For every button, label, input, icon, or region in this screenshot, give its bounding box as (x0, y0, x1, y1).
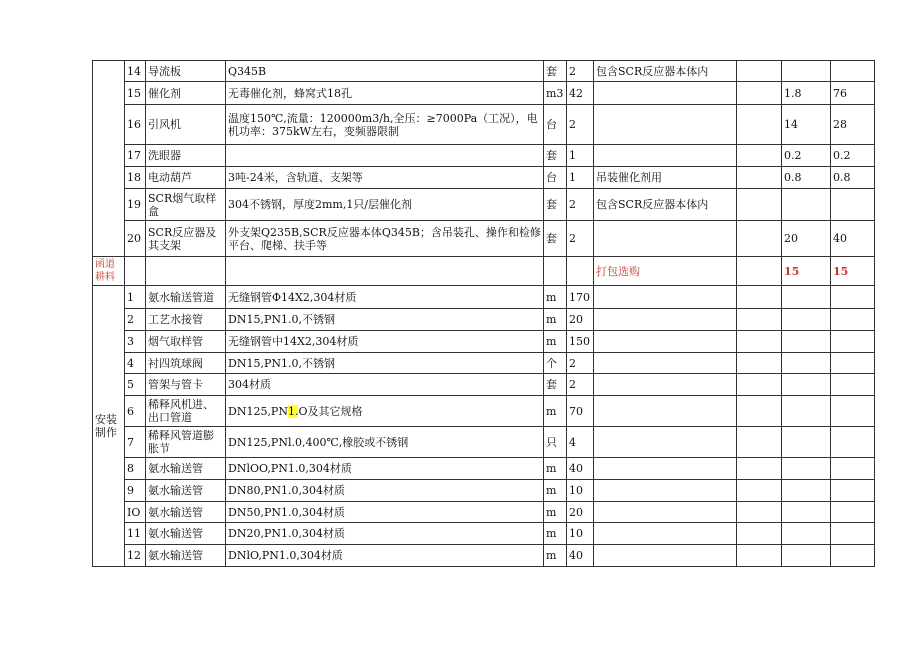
item-name: 稀释风管道膨胀节 (146, 427, 226, 458)
item-remark (594, 458, 737, 480)
row-number: 4 (125, 353, 146, 374)
item-qty: 42 (567, 82, 594, 105)
blank-cell (737, 502, 782, 523)
item-unit: 套 (544, 145, 567, 167)
value-col-1 (782, 523, 831, 545)
row-number: 1 (125, 286, 146, 309)
blank-cell (737, 374, 782, 396)
blank-cell (737, 396, 782, 427)
value-col-1 (782, 189, 831, 221)
blank-cell (737, 82, 782, 105)
row-number: 8 (125, 458, 146, 480)
item-remark: 吊装催化剂用 (594, 167, 737, 189)
item-remark (594, 427, 737, 458)
value-col-1 (782, 427, 831, 458)
value-col-2 (831, 396, 875, 427)
row-number: 18 (125, 167, 146, 189)
value-col-1 (782, 374, 831, 396)
row-number: 12 (125, 545, 146, 567)
item-qty: 4 (567, 427, 594, 458)
item-qty: 2 (567, 189, 594, 221)
value-col-2: 0.2 (831, 145, 875, 167)
value-col-1 (782, 502, 831, 523)
row-number: 6 (125, 396, 146, 427)
blank-cell (737, 221, 782, 257)
table-row (93, 286, 875, 309)
blank-cell (737, 545, 782, 567)
row-number: 11 (125, 523, 146, 545)
value-col-2 (831, 502, 875, 523)
item-name: 烟气取样管 (146, 331, 226, 353)
table-row (93, 353, 875, 374)
item-spec: 304不锈钢，厚度2mm,1只/层催化剂 (226, 189, 544, 221)
blank-cell (737, 167, 782, 189)
value-col-1 (782, 286, 831, 309)
row-number: 15 (125, 82, 146, 105)
item-spec: DNlO,PN1.0,304材质 (226, 545, 544, 567)
item-spec: DN50,PN1.0,304材质 (226, 502, 544, 523)
item-remark (594, 502, 737, 523)
row-number: 19 (125, 189, 146, 221)
value-col-2 (831, 353, 875, 374)
item-name: SCR烟气取样盒 (146, 189, 226, 221)
item-name: 导流板 (146, 61, 226, 82)
item-spec: DN15,PN1.0,不锈钢 (226, 309, 544, 331)
value-col-2 (831, 458, 875, 480)
item-name: 氨水输送管 (146, 458, 226, 480)
table-row (93, 105, 875, 145)
blank-cell (737, 257, 782, 286)
item-remark (594, 309, 737, 331)
item-unit: m (544, 523, 567, 545)
item-unit: m (544, 309, 567, 331)
item-spec: Q345B (226, 61, 544, 82)
value-col-2 (831, 61, 875, 82)
item-name (146, 257, 226, 286)
value-col-2 (831, 374, 875, 396)
table-row (93, 374, 875, 396)
value-col-2: 15 (831, 257, 875, 286)
blank-cell (737, 353, 782, 374)
item-spec: 304材质 (226, 374, 544, 396)
value-col-1: 20 (782, 221, 831, 257)
flue-label-line1: 函道 (95, 259, 115, 270)
item-qty: 40 (567, 545, 594, 567)
table-row (93, 427, 875, 458)
item-spec: 外支架Q235B,SCR反应器本体Q345B；含吊装孔、操作和检修平台、爬梯、扶手等 (226, 221, 544, 257)
item-remark (594, 286, 737, 309)
blank-cell (737, 331, 782, 353)
item-qty: 10 (567, 523, 594, 545)
item-qty: 20 (567, 309, 594, 331)
item-qty: 40 (567, 458, 594, 480)
equipment-table (92, 60, 875, 567)
value-col-2 (831, 427, 875, 458)
item-spec (226, 396, 544, 427)
item-unit (544, 257, 567, 286)
item-name: 氨水输送管 (146, 545, 226, 567)
item-spec: DN125,PNl.0,400℃,橡胶或不锈钢 (226, 427, 544, 458)
item-qty: 2 (567, 374, 594, 396)
table-row (93, 82, 875, 105)
item-unit: m (544, 396, 567, 427)
value-col-1 (782, 331, 831, 353)
item-unit: m (544, 502, 567, 523)
value-col-1 (782, 396, 831, 427)
package-remark: 打包选购 (594, 257, 737, 286)
item-spec: 无缝钢管中14X2,304材质 (226, 331, 544, 353)
item-unit: 台 (544, 105, 567, 145)
row-number: 2 (125, 309, 146, 331)
item-qty (567, 257, 594, 286)
item-name: 氨水输送管道 (146, 286, 226, 309)
item-unit: 个 (544, 353, 567, 374)
flue-group-label (93, 257, 125, 286)
item-unit: 只 (544, 427, 567, 458)
value-col-1: 0.8 (782, 167, 831, 189)
item-name: 氨水输送管 (146, 502, 226, 523)
blank-cell (737, 105, 782, 145)
item-qty: 170 (567, 286, 594, 309)
value-col-2: 76 (831, 82, 875, 105)
blank-cell (737, 286, 782, 309)
item-spec: DN15,PN1.0,不锈钢 (226, 353, 544, 374)
item-unit: m (544, 458, 567, 480)
table-row (93, 480, 875, 502)
group-cell-top (93, 61, 125, 257)
flue-label-line2: 耕料 (95, 272, 115, 283)
spec-part-a: DN125,PN (228, 404, 288, 418)
item-spec: 无缝钢管Φ14X2,304材质 (226, 286, 544, 309)
row-number: 3 (125, 331, 146, 353)
blank-cell (737, 523, 782, 545)
value-col-2 (831, 545, 875, 567)
value-col-2 (831, 309, 875, 331)
row-number: 5 (125, 374, 146, 396)
blank-cell (737, 189, 782, 221)
item-remark (594, 396, 737, 427)
value-col-2 (831, 523, 875, 545)
row-number: 17 (125, 145, 146, 167)
value-col-1: 0.2 (782, 145, 831, 167)
table-row (93, 331, 875, 353)
table-row (93, 221, 875, 257)
item-qty: 1 (567, 167, 594, 189)
blank-cell (737, 145, 782, 167)
value-col-1 (782, 353, 831, 374)
row-number: 16 (125, 105, 146, 145)
table-row (93, 145, 875, 167)
item-spec (226, 145, 544, 167)
blank-cell (737, 458, 782, 480)
value-col-1: 15 (782, 257, 831, 286)
item-remark (594, 221, 737, 257)
value-col-2 (831, 189, 875, 221)
item-qty: 2 (567, 221, 594, 257)
item-remark (594, 353, 737, 374)
table-row-flue (93, 257, 875, 286)
item-unit: 台 (544, 167, 567, 189)
item-remark (594, 82, 737, 105)
table-row (93, 523, 875, 545)
table-row (93, 189, 875, 221)
item-remark (594, 145, 737, 167)
table-row (93, 167, 875, 189)
table-row (93, 61, 875, 82)
item-unit: m (544, 480, 567, 502)
item-name: 催化剂 (146, 82, 226, 105)
item-unit: m (544, 331, 567, 353)
value-col-1 (782, 309, 831, 331)
value-col-1 (782, 545, 831, 567)
item-unit: m3 (544, 82, 567, 105)
value-col-1 (782, 480, 831, 502)
row-number: 9 (125, 480, 146, 502)
item-name: 电动葫芦 (146, 167, 226, 189)
row-number: IO (125, 502, 146, 523)
item-remark: 包含SCR反应器本体内 (594, 61, 737, 82)
item-qty: 10 (567, 480, 594, 502)
table-row (93, 396, 875, 427)
item-remark (594, 331, 737, 353)
item-unit: 套 (544, 61, 567, 82)
item-remark (594, 374, 737, 396)
value-col-1 (782, 61, 831, 82)
item-qty: 20 (567, 502, 594, 523)
item-name: SCR反应器及其支架 (146, 221, 226, 257)
item-name: 氨水输送管 (146, 523, 226, 545)
item-qty: 150 (567, 331, 594, 353)
table-row (93, 502, 875, 523)
item-name: 工艺水接管 (146, 309, 226, 331)
item-remark: 包含SCR反应器本体内 (594, 189, 737, 221)
row-number: 7 (125, 427, 146, 458)
item-spec: 温度150℃,流量：120000m3/h,全压：≥7000Pa（工况），电机功率：375kW左右，变频器限制 (226, 105, 544, 145)
item-name: 衬四筑球阀 (146, 353, 226, 374)
item-name: 稀释风机进、出口管道 (146, 396, 226, 427)
value-col-2: 28 (831, 105, 875, 145)
item-qty: 70 (567, 396, 594, 427)
item-remark (594, 545, 737, 567)
item-qty: 2 (567, 353, 594, 374)
table-row (93, 309, 875, 331)
value-col-2 (831, 480, 875, 502)
table-row (93, 458, 875, 480)
blank-cell (737, 427, 782, 458)
item-spec: 无毒催化剂，蜂窝式18孔 (226, 82, 544, 105)
item-name: 洗眼器 (146, 145, 226, 167)
item-spec: 3吨-24米，含轨道、支架等 (226, 167, 544, 189)
item-name: 管架与管卡 (146, 374, 226, 396)
value-col-2 (831, 331, 875, 353)
item-unit: 套 (544, 221, 567, 257)
install-group-label: 安装制作 (93, 286, 125, 567)
row-number (125, 257, 146, 286)
item-qty: 1 (567, 145, 594, 167)
row-number: 14 (125, 61, 146, 82)
value-col-2 (831, 286, 875, 309)
spec-part-b: O及其它规格 (298, 404, 363, 418)
item-name: 氨水输送管 (146, 480, 226, 502)
value-col-1 (782, 458, 831, 480)
item-spec (226, 257, 544, 286)
value-col-2: 40 (831, 221, 875, 257)
table-row (93, 545, 875, 567)
item-spec: DN80,PN1.0,304材质 (226, 480, 544, 502)
item-unit: 套 (544, 189, 567, 221)
item-qty: 2 (567, 105, 594, 145)
blank-cell (737, 309, 782, 331)
item-unit: 套 (544, 374, 567, 396)
item-remark (594, 523, 737, 545)
blank-cell (737, 61, 782, 82)
item-unit: m (544, 286, 567, 309)
item-unit: m (544, 545, 567, 567)
item-name: 引风机 (146, 105, 226, 145)
item-remark (594, 105, 737, 145)
value-col-2: 0.8 (831, 167, 875, 189)
item-spec: DNlOO,PN1.0,304材质 (226, 458, 544, 480)
value-col-1: 1.8 (782, 82, 831, 105)
item-remark (594, 480, 737, 502)
blank-cell (737, 480, 782, 502)
row-number: 20 (125, 221, 146, 257)
item-spec: DN20,PN1.0,304材质 (226, 523, 544, 545)
spec-highlight: 1. (287, 404, 299, 418)
value-col-1: 14 (782, 105, 831, 145)
item-qty: 2 (567, 61, 594, 82)
